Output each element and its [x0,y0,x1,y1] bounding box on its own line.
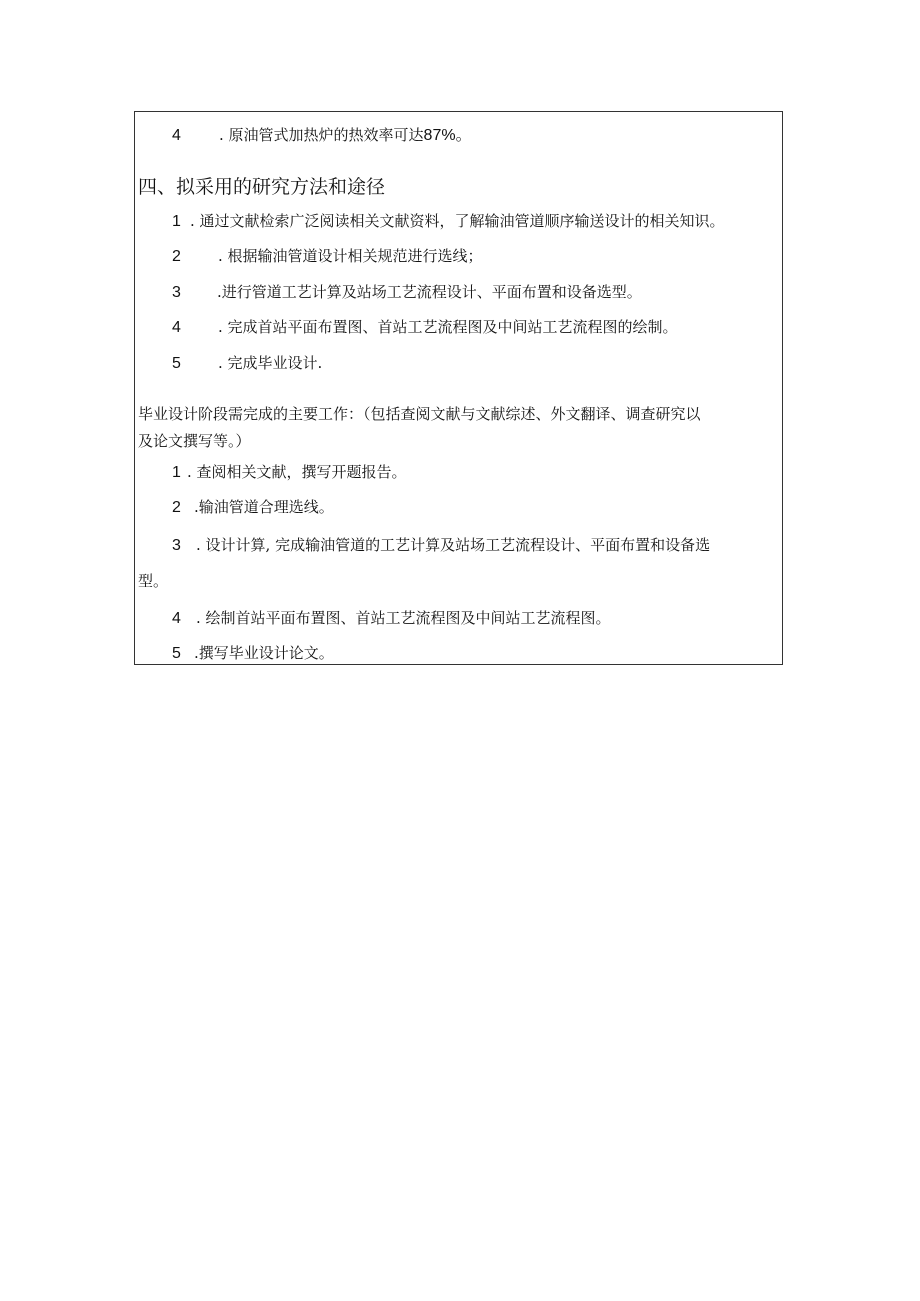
list-item-text: . 通过文献检索广泛阅读相关文献资料，了解输油管道顺序输送设计的相关知识。 [190,212,725,230]
list-item [172,247,181,266]
list-item [172,283,181,302]
item-number: 1 [172,213,181,230]
list-item-text: . 完成首站平面布置图、首站工艺流程图及中间站工艺流程图的绘制。 [218,318,678,336]
item-number: 4 [172,319,181,336]
list-item-text: .撰写毕业设计论文。 [194,644,334,662]
list-item [172,644,181,663]
list-item-text: . 绘制首站平面布置图、首站工艺流程图及中间站工艺流程图。 [196,609,611,627]
list-item-text: . 设计计算, 完成输油管道的工艺计算及站场工艺流程设计、平面布置和设备选 [196,536,711,554]
list-item-text: . 查阅相关文献，撰写开题报告。 [187,463,407,481]
item-number: 4 [172,610,181,627]
item-number: 3 [172,537,181,554]
item-number: 1 [172,464,181,481]
item-number: 2 [172,499,181,516]
list-item-text: .输油管道合理选线。 [194,498,334,516]
list-item-text: . 根据输油管道设计相关规范进行选线； [218,247,483,265]
list-item [172,354,181,373]
item-number: 4 [172,127,181,144]
list-item-text: . 原油管式加热炉的热效率可达87%。 [219,126,472,144]
list-item [172,536,181,555]
list-item [172,126,181,145]
list-item [172,609,181,628]
list-item [172,498,181,517]
item-number: 5 [172,355,181,372]
list-item [172,212,181,231]
item-number: 3 [172,284,181,301]
section-heading: 四、拟采用的研究方法和途径 [138,176,386,198]
list-item-text: .进行管道工艺计算及站场工艺流程设计、平面布置和设备选型。 [217,283,642,301]
item-number: 5 [172,645,181,662]
list-item [172,318,181,337]
efficiency-value: 87%。 [423,127,472,144]
work-intro-line: 及论文撰写等。） [138,432,251,450]
list-item-text: . 完成毕业设计. [218,354,323,372]
item-number: 2 [172,248,181,265]
list-item [172,463,181,482]
list-item-continuation: 型。 [138,572,169,590]
work-intro-line: 毕业设计阶段需完成的主要工作：（包括查阅文献与文献综述、外文翻译、调查研究以 [138,405,701,423]
